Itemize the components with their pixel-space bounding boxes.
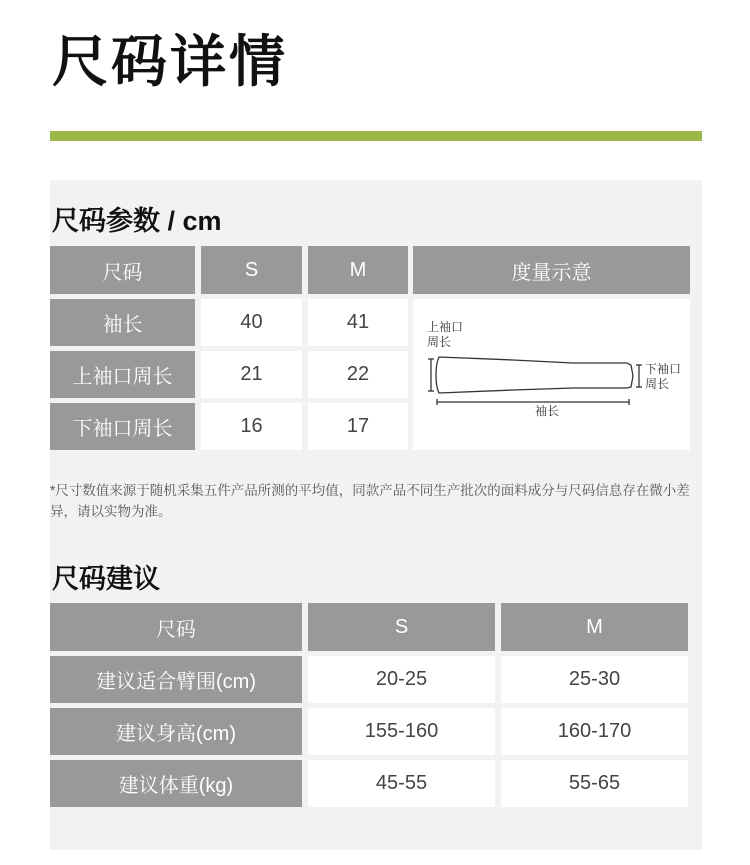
cell-height-m: 160-170 [501,708,688,755]
size-params-heading: 尺码参数 / cm [52,206,222,236]
sleeve-outline [436,357,633,393]
cell-arm-circumference-m: 25-30 [501,656,688,703]
page-title: 尺码详情 [52,30,288,93]
cell-height-s: 155-160 [308,708,495,755]
sleeve-diagram-graphic [413,299,690,450]
label-lower-cuff-2: 周长 [645,377,670,391]
cell-weight-s: 45-55 [308,760,495,807]
size-advice-header-s: S [308,603,495,651]
cell-lower-cuff-s: 16 [201,403,302,450]
size-params-header-m: M [308,246,408,294]
label-upper-cuff-1: 上袖口 [427,320,464,334]
cell-upper-cuff-m: 22 [308,351,408,398]
title-accent-bar [50,131,702,141]
row-label-lower-cuff: 下袖口周长 [50,403,195,450]
cell-weight-m: 55-65 [501,760,688,807]
cell-lower-cuff-m: 17 [308,403,408,450]
measurement-diagram [413,299,690,450]
cell-upper-cuff-s: 21 [201,351,302,398]
size-params-header-diagram: 度量示意 [413,246,690,294]
cell-sleeve-length-m: 41 [308,299,408,346]
row-label-weight: 建议体重(kg) [50,760,302,807]
cell-sleeve-length-s: 40 [201,299,302,346]
size-params-header-s: S [201,246,302,294]
size-advice-header-m: M [501,603,688,651]
row-label-sleeve-length: 袖长 [50,299,195,346]
disclaimer-note: *尺寸数值来源于随机采集五件产品所测的平均值，同款产品不同生产批次的面料成分与尺码信息存在微小差异，请以实物为准。 [50,483,690,519]
row-label-height: 建议身高(cm) [50,708,302,755]
label-sleeve-length: 袖长 [535,404,560,418]
label-upper-cuff-2: 周长 [427,335,452,349]
label-lower-cuff-1: 下袖口 [645,362,682,376]
size-params-header-size: 尺码 [50,246,195,294]
row-label-upper-cuff: 上袖口周长 [50,351,195,398]
size-advice-heading: 尺码建议 [52,564,160,594]
size-advice-header-size: 尺码 [50,603,302,651]
cell-arm-circumference-s: 20-25 [308,656,495,703]
row-label-arm-circumference: 建议适合臂围(cm) [50,656,302,703]
